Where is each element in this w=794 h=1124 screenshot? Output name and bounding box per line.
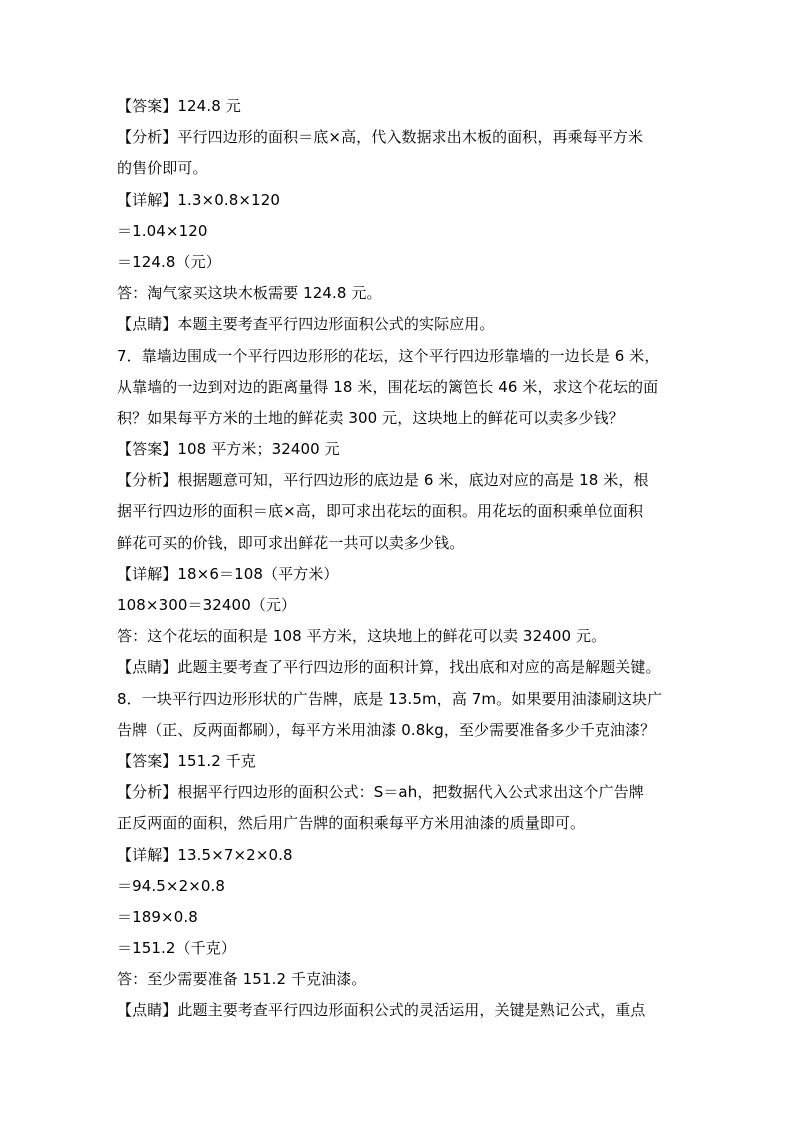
document-body [117, 91, 682, 1027]
question-7-line-1: 7．靠墙边围成一个平行四边形形的花坛，这个平行四边形靠墙的一边长是 6 米， [117, 346, 660, 365]
question-7-line-2: 从靠墙的一边到对边的距离量得 18 米，围花坛的篱笆长 46 米，求这个花坛的面 [117, 377, 659, 396]
analysis-line-q7-2: 据平行四边形的面积＝底×高，即可求出花坛的面积。用花坛的面积乘单位面积 [117, 502, 644, 521]
solution-step-q6-1: ＝1.04×120 [117, 221, 208, 240]
final-answer-q7: 答：这个花坛的面积是 108 平方米，这块地上的鲜花可以卖 32400 元。 [117, 627, 607, 646]
question-8-line-2: 告牌（正、反两面都刷），每平方米用油漆 0.8kg，至少需要准备多少千克油漆？ [117, 720, 656, 739]
analysis-line-q7-1: 【分析】根据题意可知，平行四边形的底边是 6 米，底边对应的高是 18 米，根 [117, 471, 649, 490]
question-7-line-3: 积？如果每平方米的土地的鲜花卖 300 元，这块地上的鲜花可以卖多少钱？ [117, 408, 624, 427]
solution-step-q6-2: ＝124.8（元） [117, 252, 221, 271]
solution-line-q7: 【详解】18×6＝108（平方米） [117, 564, 339, 583]
analysis-line-q6: 【分析】平行四边形的面积＝底×高，代入数据求出木板的面积，再乘每平方米 [117, 128, 644, 147]
solution-step-q8-1: ＝94.5×2×0.8 [117, 876, 226, 895]
final-answer-q8: 答：至少需要准备 151.2 千克油漆。 [117, 970, 367, 989]
analysis-line-q8-1: 【分析】根据平行四边形的面积公式：S＝ah，把数据代入公式求出这个广告牌 [117, 783, 644, 802]
solution-step-q7-1: 108×300＝32400（元） [117, 596, 297, 614]
answer-line-q6: 【答案】124.8 元 [117, 97, 241, 115]
solution-step-q8-3: ＝151.2（千克） [117, 939, 236, 958]
analysis-line-q6-cont: 的售价即可。 [117, 159, 208, 178]
analysis-line-q7-3: 鲜花可买的价钱，即可求出鲜花一共可以卖多少钱。 [117, 533, 465, 552]
solution-line-q8: 【详解】13.5×7×2×0.8 [117, 845, 293, 864]
comment-line-q6: 【点睛】本题主要考查平行四边形面积公式的实际应用。 [117, 315, 495, 334]
comment-line-q7: 【点睛】此题主要考查了平行四边形的面积计算，找出底和对应的高是解题关键。 [117, 658, 661, 677]
analysis-line-q8-2: 正反两面的面积，然后用广告牌的面积乘每平方米用油漆的质量即可。 [117, 814, 586, 833]
answer-line-q8: 【答案】151.2 千克 [117, 751, 256, 770]
question-8-line-1: 8．一块平行四边形形状的广告牌，底是 13.5m，高 7m。如果要用油漆刷这块广 [117, 689, 663, 708]
solution-line-q6: 【详解】1.3×0.8×120 [117, 190, 280, 209]
answer-line-q7: 【答案】108 平方米；32400 元 [117, 440, 340, 459]
comment-line-q8: 【点睛】此题主要考查平行四边形面积公式的灵活运用，关键是熟记公式，重点 [117, 1001, 646, 1020]
solution-step-q8-2: ＝189×0.8 [117, 907, 198, 926]
final-answer-q6: 答：淘气家买这块木板需要 124.8 元。 [117, 284, 382, 303]
